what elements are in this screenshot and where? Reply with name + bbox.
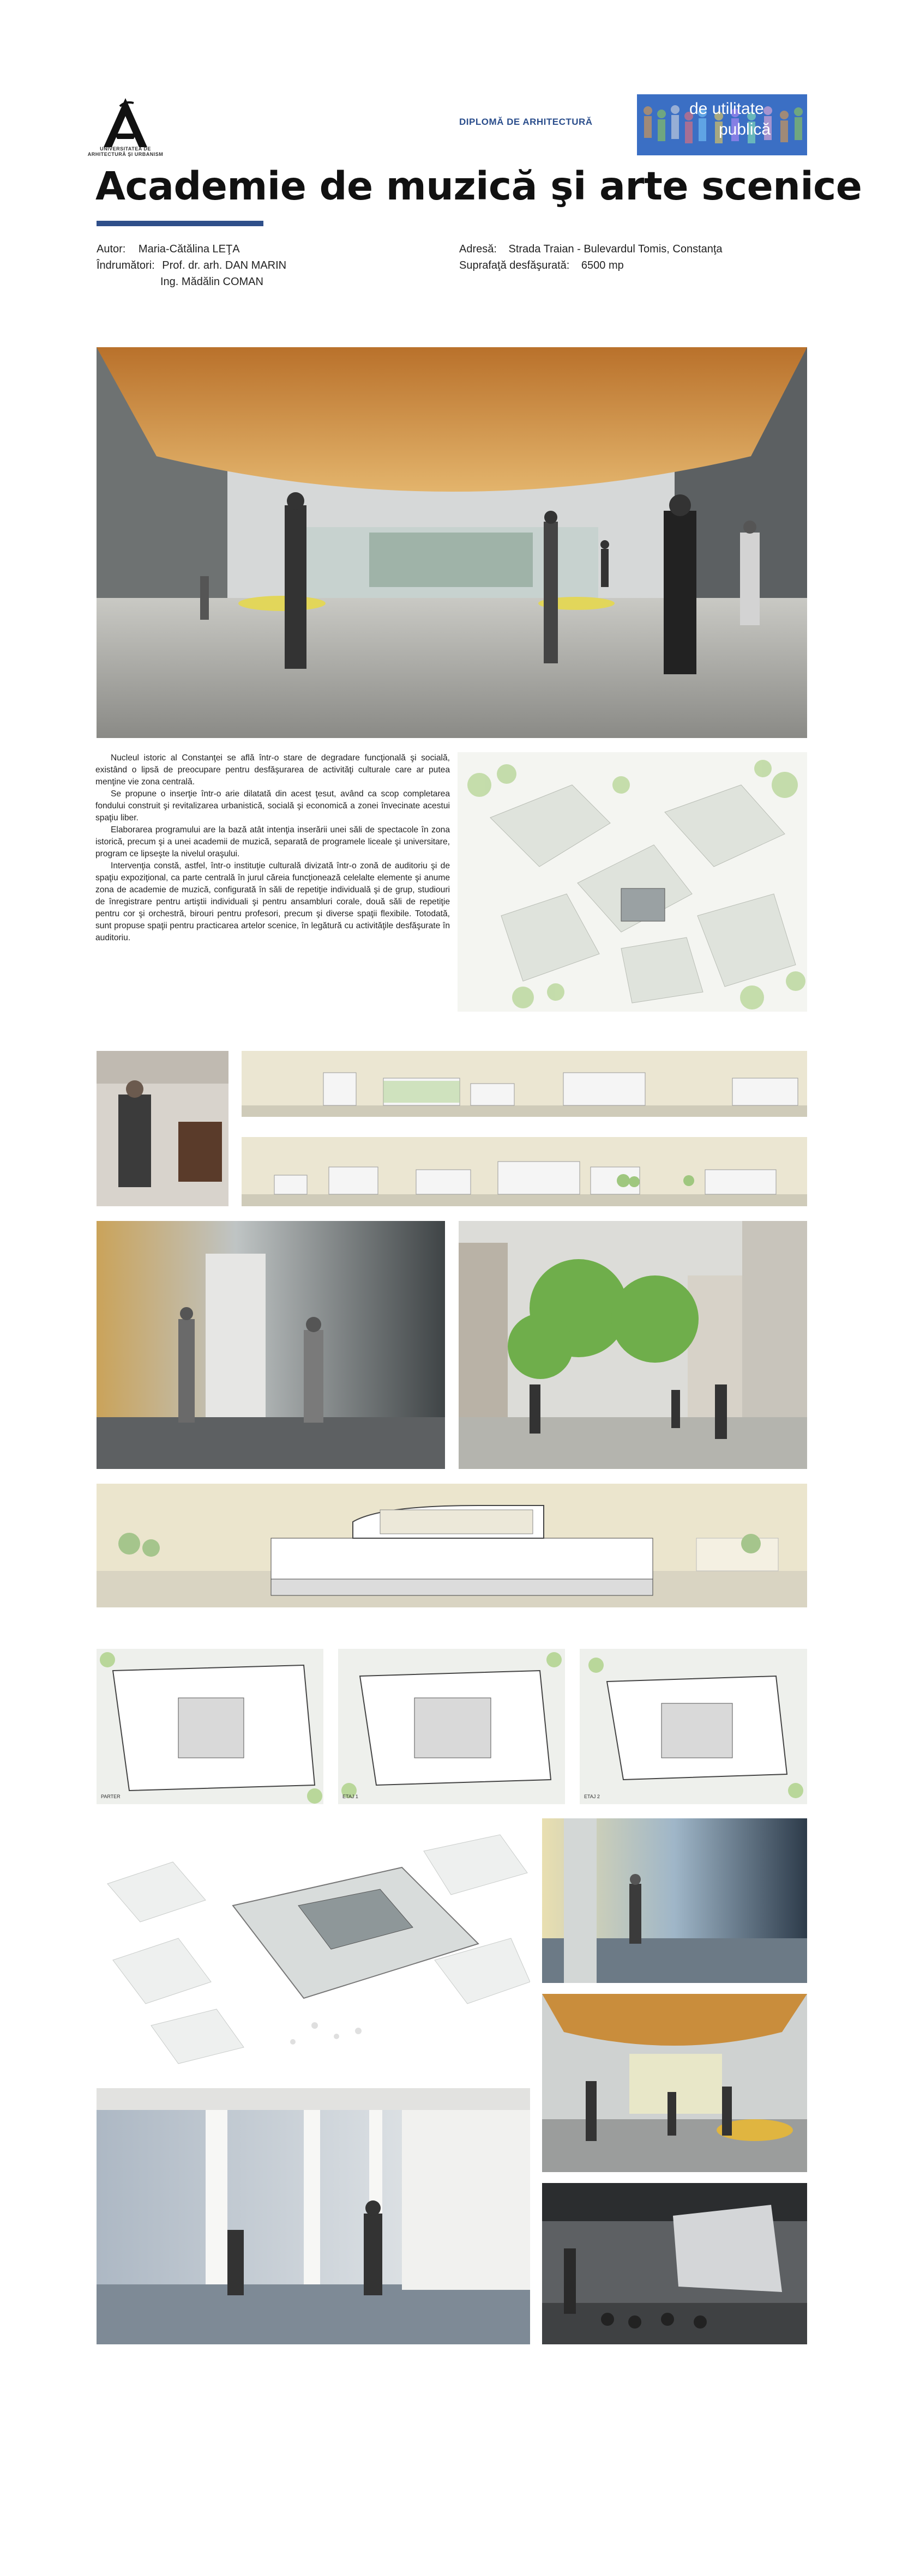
address-label: Adresă:	[459, 243, 497, 255]
author-label: Autor:	[97, 243, 126, 255]
site-plan-map	[458, 752, 807, 1012]
page-title: Academie de muzică şi arte scenice	[95, 164, 862, 209]
logo-caption: UNIVERSITATEA DE ARHITECTURĂ ŞI URBANISM	[87, 146, 164, 157]
advisors-label: Îndrumători:	[97, 259, 155, 271]
diploma-label: DIPLOMĂ DE ARHITECTURĂ	[459, 117, 593, 127]
advisor-2: Ing. Mădălin COMAN	[160, 276, 263, 288]
render-foyer-warm	[542, 1994, 807, 2172]
area-row	[459, 259, 624, 272]
address-row	[459, 243, 723, 256]
plan-caption-3: ETAJ 2	[584, 1794, 600, 1799]
floor-plan-level-1	[338, 1649, 565, 1804]
advisor-1: Prof. dr. arh. DAN MARIN	[162, 259, 287, 271]
description-paragraph: Nucleul istoric al Constanţei se află într-o stare de degradare funcţională şi socială, existând o lipsă de preocupare pentru desfăşurarea de activităţi culturale care ar putea menţine vie zona centrală.	[95, 753, 450, 787]
description-paragraph: Intervenţia constă, astfel, într-o instituţie culturală divizată într-o zonă de auditoriu şi de spaţiu expoziţional, ca parte centrală în jurul căreia funcţionează celelalte elemente şi anume zona de academie de muzică, configurată în săli de repetiţie individuală şi de grup, studiouri de înregistrare pentru artiştii individuali şi pentru ansambluri corale, două săli de repetiţie pentru cor şi orchestră, birouri pentru profesori, precum şi diverse spaţii flexibile. Totodată, sunt propuse spaţii pentru practicarea artelor scenice, în legătură cu activităţile desfăşurate în auditoriu.	[95, 861, 450, 942]
badge-line1: de utilitate	[689, 100, 764, 118]
advisors-row	[97, 259, 286, 272]
description-paragraph: Se propune o inserţie într-o arie dilatată din acest ţesut, având ca scop completarea fondului construit şi revitalizarea urbanistică, socială şi economică a zonei învecinate acestui spaţiu liber.	[95, 789, 450, 823]
public-utility-badge	[637, 94, 807, 155]
render-screening-room	[542, 2183, 807, 2344]
plan-caption-1: PARTER	[101, 1794, 121, 1799]
render-arcade-gallery	[97, 2088, 530, 2344]
street-elevation-2	[242, 1137, 807, 1206]
render-street-view	[459, 1221, 807, 1469]
plan-caption-2: ETAJ 1	[342, 1794, 358, 1799]
description-paragraph: Elaborarea programului are la bază atât intenţia inserării unei săli de spectacole în zona istorică, precum şi a unei academii de muzică, separată de programele liceale şi universitare, program ce lipseşte la nivelul oraşului.	[95, 825, 450, 858]
render-hallway-blue	[542, 1818, 807, 1983]
floor-plan-ground	[97, 1649, 323, 1804]
street-elevation-1	[242, 1051, 807, 1117]
longitudinal-section	[97, 1484, 807, 1607]
area-value: 6500 mp	[581, 259, 624, 271]
title-underline	[97, 221, 263, 226]
project-description	[95, 752, 450, 944]
render-interior-corridor	[97, 1221, 445, 1469]
badge-line2: publică	[719, 120, 771, 138]
address-value: Strada Traian - Bulevardul Tomis, Constanţa	[508, 243, 723, 255]
hero-render-lobby	[97, 347, 807, 738]
author-name: Maria-Cătălina LEŢA	[138, 243, 240, 255]
axonometric-view	[97, 1818, 530, 2076]
render-music-room	[97, 1051, 228, 1206]
author-row	[97, 243, 240, 256]
floor-plan-level-2	[580, 1649, 807, 1804]
area-label: Suprafaţă desfăşurată:	[459, 259, 570, 271]
